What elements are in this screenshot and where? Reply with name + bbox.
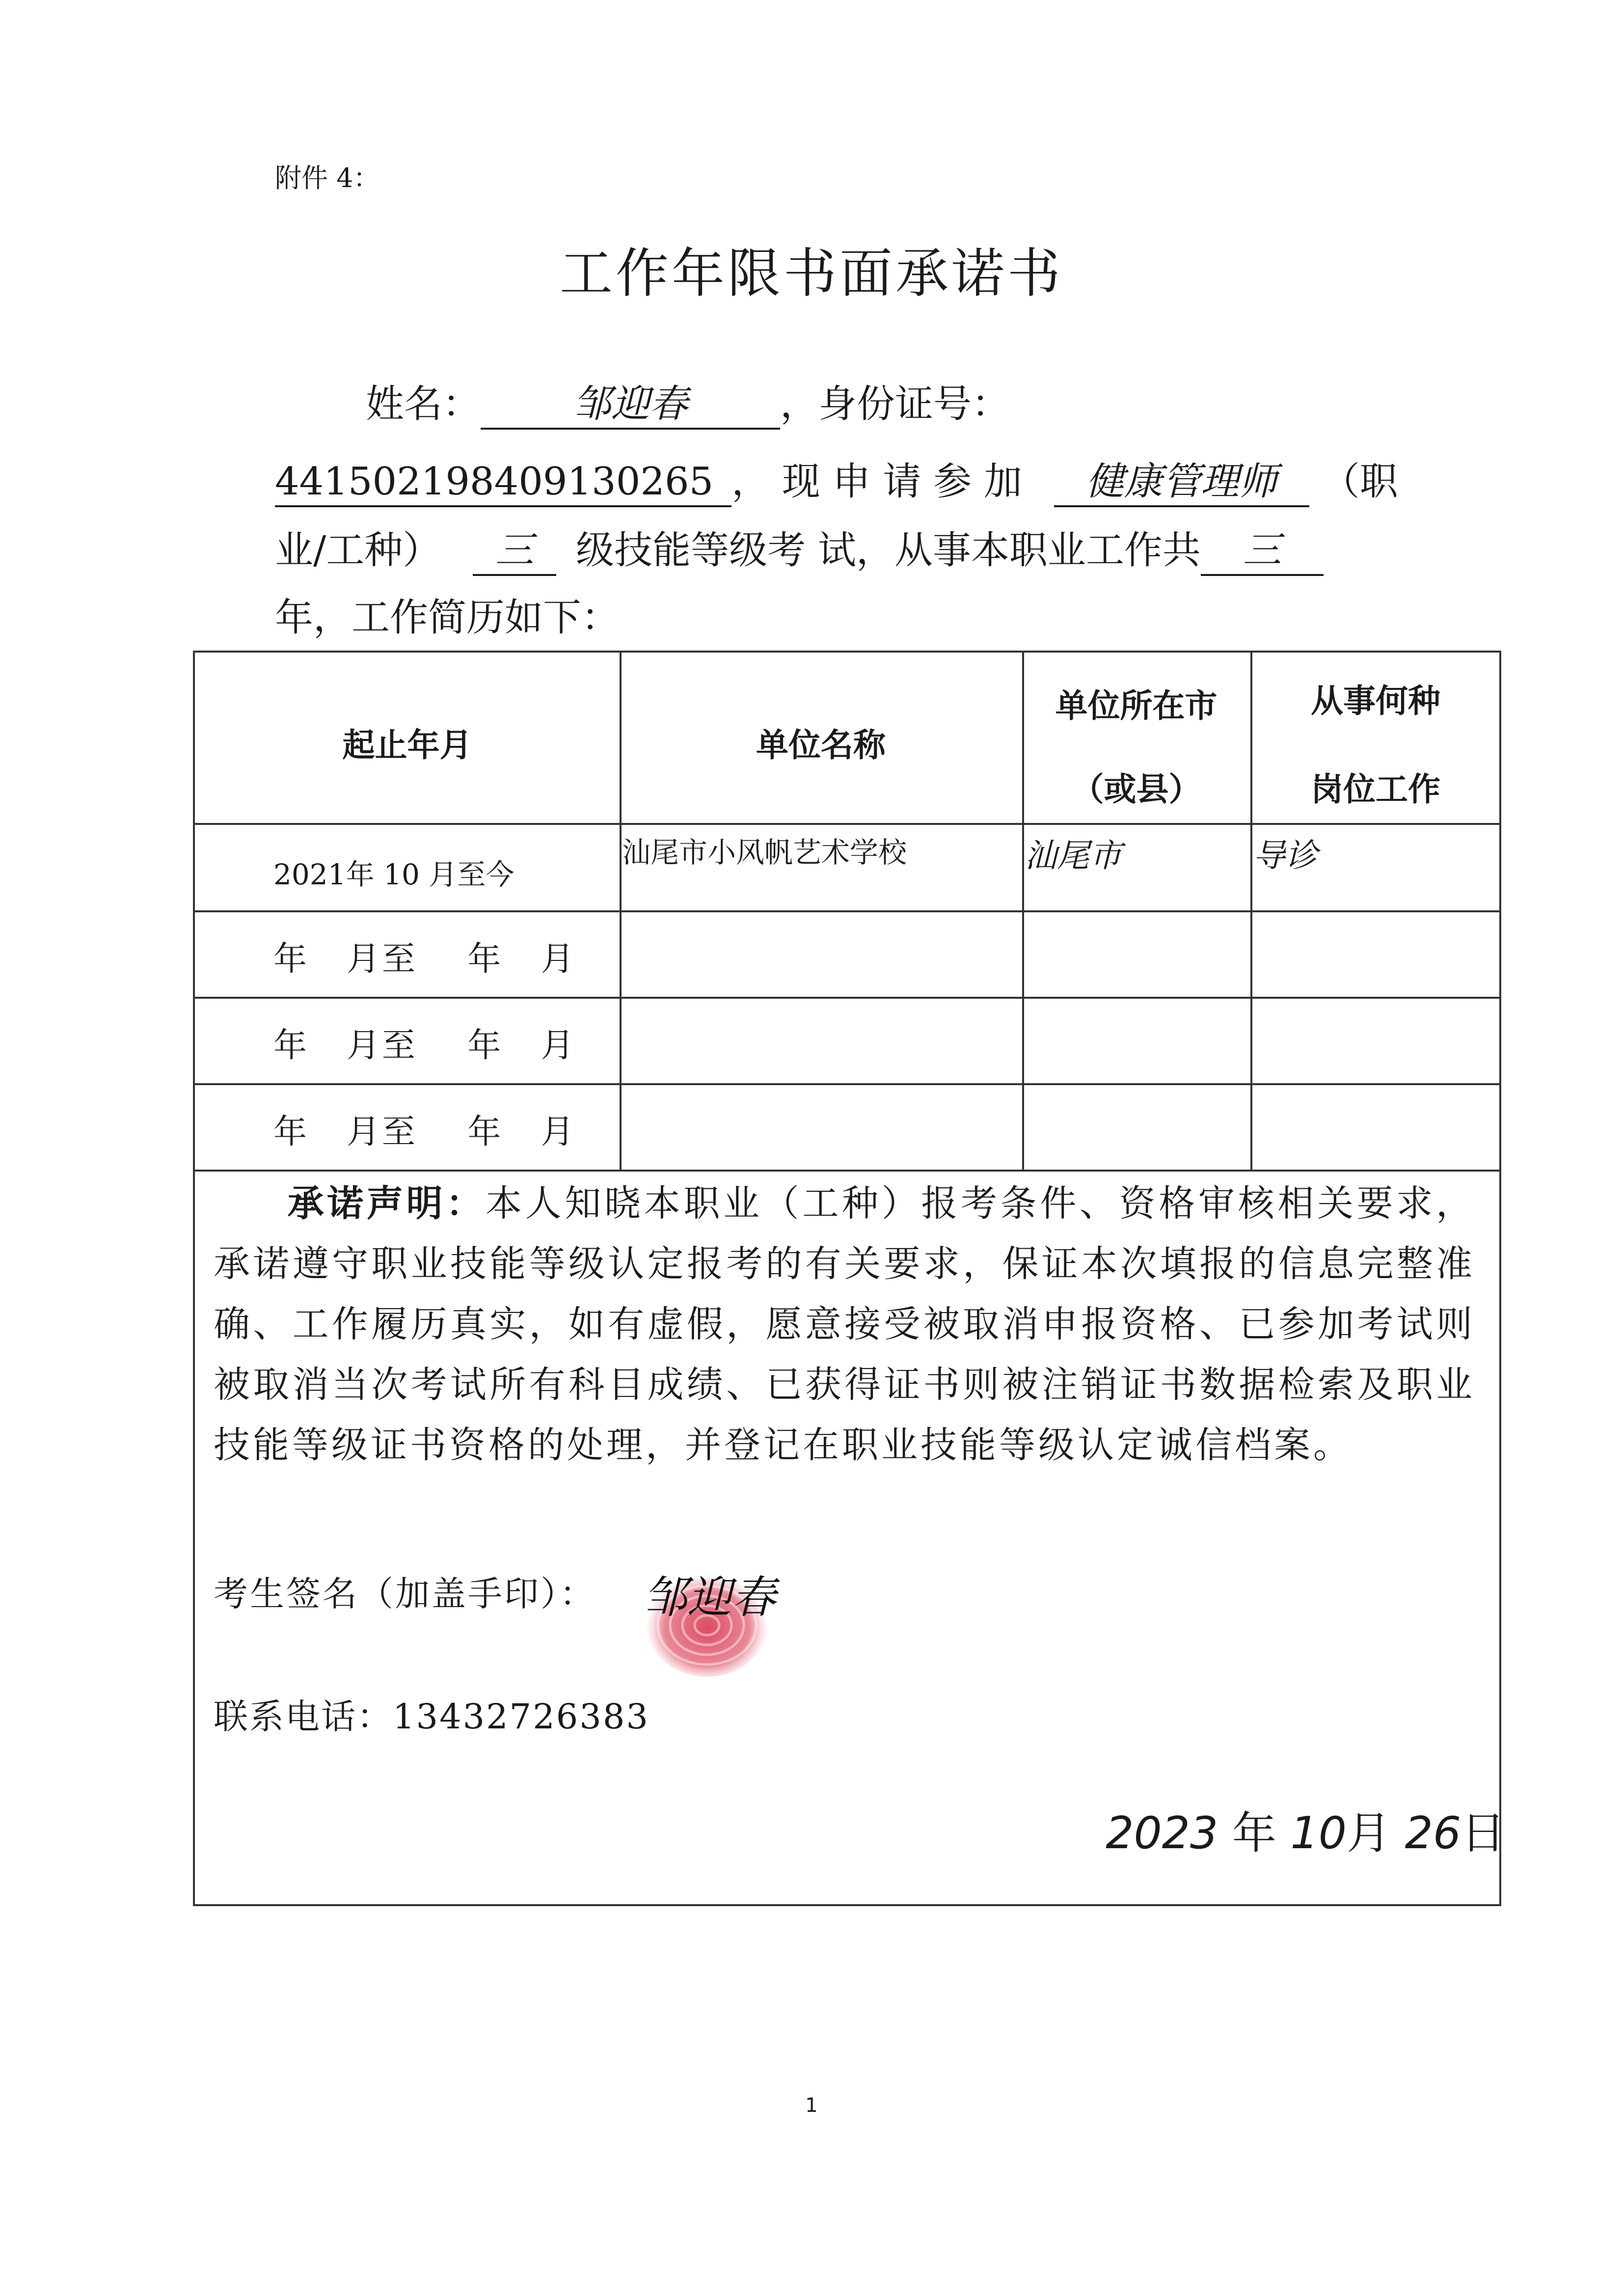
declaration-text: 本人知晓本职业（工种）报考条件、资格审核相关要求，承诺遵守职业技能等级认定报考的有关要求，保证本次填报的信息完整准确、工作履历真实，如有虚假，愿意接受被取消申报资格、已参加考试则被取消当次考试所有科目成绩、已获得证书则被注销证书数据检索及职业技能等级证书资格的处理，并登记在职业技能等级认定诚信档案。 xyxy=(214,1182,1475,1466)
date-day: 26 xyxy=(1405,1807,1461,1859)
empty-row-period: 年 月至 年 月 xyxy=(273,1113,576,1151)
handwritten-signature: 邹迎春 xyxy=(643,1572,776,1623)
apply-text: ， 现 申 请 参 加 xyxy=(731,460,1022,504)
page-number: 1 xyxy=(805,2094,818,2117)
occupation-suffix: （职 xyxy=(1321,460,1398,504)
empty-row-period: 年 月至 年 月 xyxy=(273,1026,576,1065)
signing-date xyxy=(1078,1746,1505,1861)
phone-label: 联系电话： xyxy=(214,1696,393,1737)
row1-period: 2021年 10 月至今 xyxy=(273,858,514,891)
level-field: 三 xyxy=(473,528,556,576)
level-line xyxy=(275,519,1324,576)
header-city-line1: 单位所在市 xyxy=(1055,687,1217,725)
header-period: 起止年月 xyxy=(342,726,472,764)
header-unit-name: 单位名称 xyxy=(756,726,886,764)
declaration-paragraph xyxy=(214,1174,1475,1476)
attachment-label: 附件 4： xyxy=(275,163,380,193)
date-month-label: 月 xyxy=(1347,1807,1391,1859)
date-year: 2023 xyxy=(1106,1807,1218,1859)
history-intro: 年，工作简历如下： xyxy=(275,596,620,640)
occupation-field: 健康管理师 xyxy=(1054,459,1309,507)
name-field: 邹迎春 xyxy=(481,382,780,430)
header-post-line2: 岗位工作 xyxy=(1311,770,1440,808)
row1-post: 导诊 xyxy=(1253,837,1318,875)
row1-city: 汕尾市 xyxy=(1025,837,1122,875)
header-city-line2: （或县） xyxy=(1071,770,1201,808)
phone-number: 13432726383 xyxy=(393,1696,649,1737)
date-month: 10 xyxy=(1290,1807,1347,1859)
id-line xyxy=(275,451,1398,507)
declaration-label: 承诺声明： xyxy=(287,1182,486,1225)
date-day-label: 日 xyxy=(1461,1807,1506,1859)
row1-unit: 汕尾市小风帆艺术学校 xyxy=(622,836,907,869)
phone-line xyxy=(214,1689,649,1739)
name-label: 姓名： xyxy=(366,382,481,426)
name-line xyxy=(366,373,1010,430)
years-field: 三 xyxy=(1201,528,1324,576)
level-text: 级技能等级考 试，从事本职业工作共 xyxy=(576,528,1201,573)
signature-label: 考生签名（加盖手印）： xyxy=(214,1574,596,1614)
header-post-line1: 从事何种 xyxy=(1311,682,1440,720)
occupation-suffix-2: 业/工种） xyxy=(275,528,441,573)
date-year-label: 年 xyxy=(1232,1807,1276,1859)
id-number-field: 441502198409130265 xyxy=(275,459,731,507)
id-label: ，身份证号： xyxy=(780,382,1010,426)
empty-row-period: 年 月至 年 月 xyxy=(273,940,576,979)
document-title: 工作年限书面承诺书 xyxy=(559,243,1063,304)
